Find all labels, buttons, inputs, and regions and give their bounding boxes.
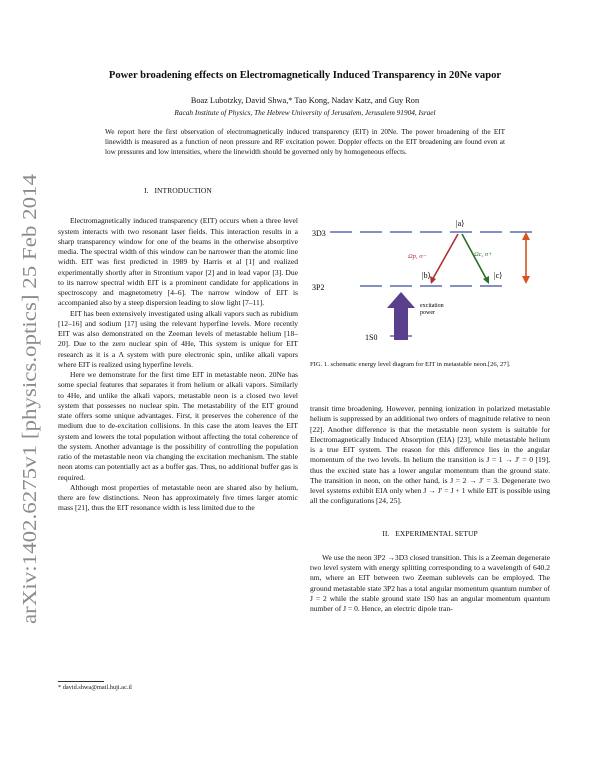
level-label-s0: 1S0 — [365, 333, 378, 342]
power-label: power — [420, 310, 435, 316]
pump-label: Ωc, σ+ — [474, 251, 493, 258]
arxiv-stamp — [8, 150, 48, 630]
energy-level-diagram — [310, 212, 550, 350]
intro-paragraph: Electromagnetically induced transparency (EIT) occurs when a three level system interacts with two resonant laser fields. This interaction results in a sharp transparency window for one of the beams in the otherwise absorptive media. The spectral width of this window can be narrower than the atomic line width. EIT was first predicted in 1989 by Harris et al [1] and realized experimentally shortly after in Strontium vapor [2] and in lead vapor [3]. Due to its narrow spectral width EIT is a prominent candidate for applications in spectroscopy and magnetometry [4–6]. The narrow window of EIT is accompanied also by a steep dispersion leading to slow light [7–11]. — [58, 216, 298, 308]
excitation-arrow — [387, 292, 415, 340]
section-heading-experimental-setup — [310, 529, 550, 539]
abstract: We report here the first observation of electromagnetically induced transparency (EIT) in 20Ne. The power broadening of the EIT linewidth is measured as a function of neon pressure and RF excitation power. Doppler effects on the EIT broadening are found even at low pressures and low intensities, where the linewidth should be governed only by homogeneous effects. — [105, 128, 505, 156]
intro-paragraph: EIT has been extensively investigated using alkali vapors such as rubidium [12–16] and sodium [17] using the relevant hyperfine levels. More recently EIT was also demonstrated on the Zeeman levels of metastable helium [18–20]. Due to the zero nuclear spin of 4He, This system is unique for EIT research as it is a Λ system with pure electronic spin, unlike alkali vapors where EIT is realized using hyperfine levels. — [58, 308, 298, 369]
affiliation: Racah Institute of Physics, The Hebrew University of Jerusalem, Jerusalem 91904, Israel — [174, 108, 436, 117]
intro-paragraph: Here we demonstrate for the first time EIT in metastable neon. 20Ne has some special features that separates it from helium or alkali vapors. Similarly to 4He, and unlike the alkali vapors, metastable neon is a closed two level system that possesses no nuclear spin. The metastability of the EIT ground state offers some unique advantages. First, it preserves the coherence of the medium due to de-excitation collisions. In this case the atom leaves the EIT system and lowers the total population without affecting the total coherence of the system. Another advantage is the possibility of controlling the population ratio of the metastable neon via changing the excitation mechanism. The stable neon atoms can potentially act as a buffer gas. Thus, no additional buffer gas is required. — [58, 370, 298, 482]
body-paragraph: We use the neon 3P2 →3D3 closed transition. This is a Zeeman degenerate two level system with energy splitting corresponding to a wavelength of 640.2 nm, where an EIT between two Zeeman sublevels can be employed. The ground metastable state 3P2 has a total angular momentum quantum number of J = 2 while the stable ground state 1S0 has an angular momentum quantum number of J = 0. Hence, an electric dipole tran- — [310, 552, 550, 613]
arxiv-stamp-text: arXiv:1402.6275v1 [physics.optics] 25 Feb 2014 — [20, 241, 41, 624]
energy-level-figure — [310, 212, 550, 350]
section-title: INTRODUCTION — [154, 186, 212, 195]
figure-caption: FIG. 1. schematic energy level diagram for EIT in metastable neon.[26, 27]. — [310, 361, 511, 368]
intro-paragraph: Although most properties of metastable neon are shared also by helium, there are few distinctions. Neon has approximately five times larger atomic mass [21], thus the EIT resonance width is less limited due to the — [58, 482, 298, 513]
section-heading-introduction — [58, 186, 298, 196]
paper-title: Power broadening effects on Electromagnetically Induced Transparency in 20Ne vapor — [108, 70, 502, 81]
right-column — [310, 404, 550, 614]
state-label-c: |c⟩ — [494, 271, 503, 280]
author-list: Boaz Lubotzky, David Shwa,* Tao Kong, Nadav Katz, and Guy Ron — [190, 96, 420, 105]
left-column — [58, 186, 298, 514]
section-title: EXPERIMENTAL SETUP — [395, 528, 478, 538]
footnote-rule — [58, 681, 104, 682]
state-label-a: |a⟩ — [456, 219, 465, 228]
section-number: I. — [144, 186, 149, 195]
section-number: II. — [382, 528, 390, 538]
level-label-d3: 3D3 — [312, 229, 326, 238]
energy-span-top — [522, 232, 530, 240]
level-label-p2: 3P2 — [312, 283, 325, 292]
body-paragraph: transit time broadening. However, penning ionization in polarized metastable helium is suppressed by an additional two orders of magnitude relative to neon [22]. Another difference is that the metastable neon system is suitable for Electromagnetically Induced Absorption (EIA) [23], while metastable helium is a true EIT system. The reason for this difference lies in the angular momentum of the two levels. In helium the transition is J = 1 → J′ = 0 [19], thus the excited state has a lower angular momentum than the ground state. The transition in neon, on the other hand, is J = 2 → J′ = 3. Degenerate two level systems exhibit EIA only when J → J′ = J + 1 while EIT is possible using all the configurations [24, 25]. — [310, 404, 550, 506]
probe-label: Ωp, σ− — [408, 253, 427, 260]
state-label-b: |b⟩ — [422, 271, 431, 280]
footnote-email[interactable]: * david.shwa@mail.huji.ac.il — [58, 684, 132, 691]
pump-transition — [462, 234, 488, 282]
energy-span-bottom — [522, 276, 530, 284]
probe-transition — [431, 234, 458, 282]
excitation-label: excitation — [420, 303, 444, 309]
